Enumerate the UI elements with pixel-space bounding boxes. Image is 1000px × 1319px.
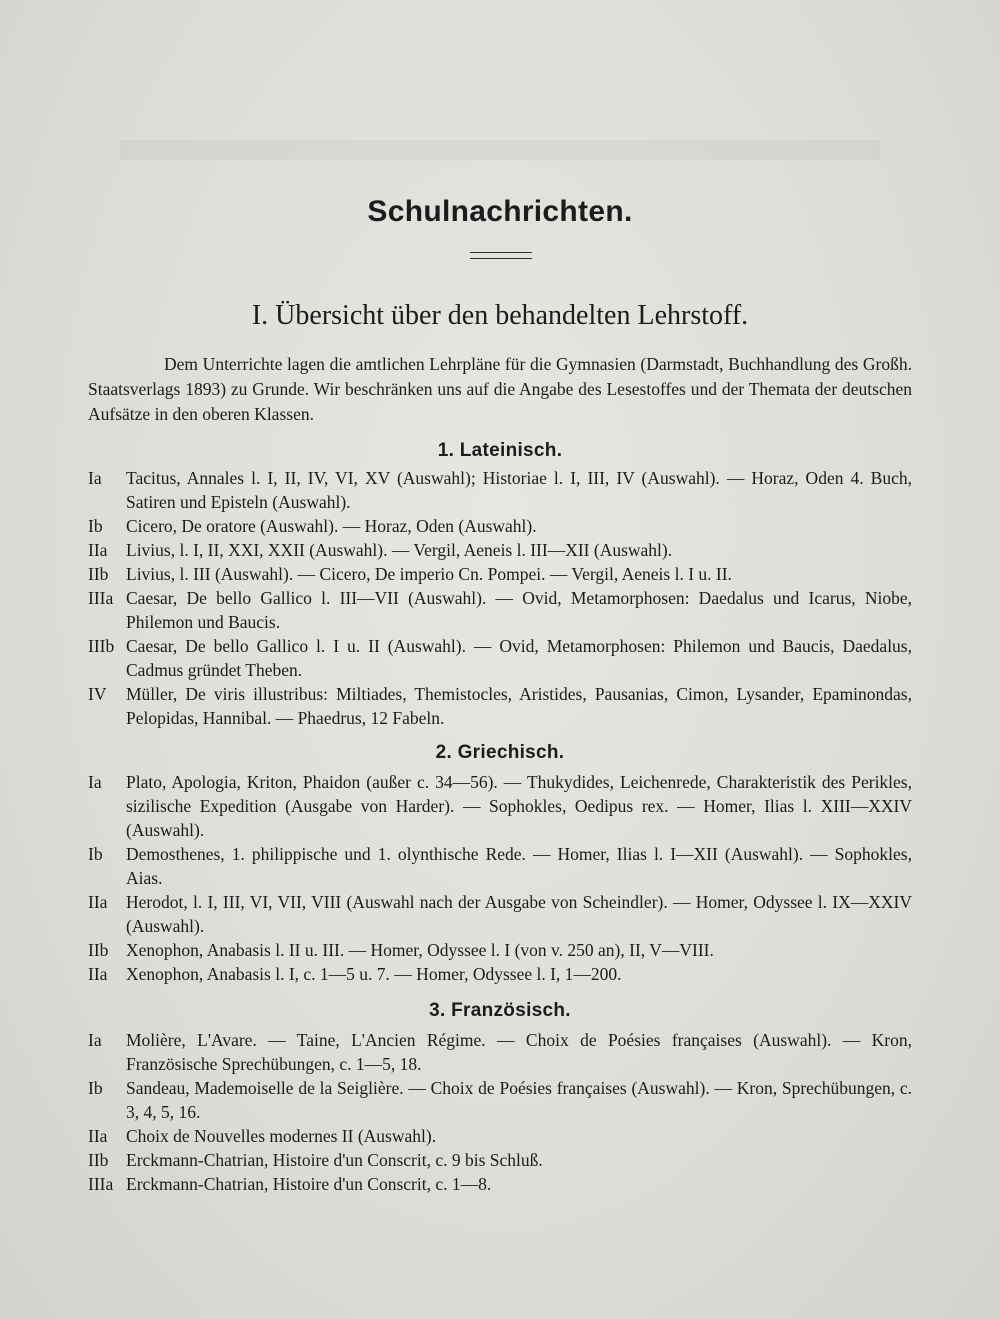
entry-text: Choix de Nouvelles modernes II (Auswahl). — [126, 1126, 437, 1146]
class-label: IIIa — [88, 588, 114, 608]
page-title: Schulnachrichten. — [367, 195, 633, 228]
entry-text: Erckmann-Chatrian, Histoire d'un Conscrit, c. 1—8. — [126, 1174, 492, 1194]
heading-latein: 1. Lateinisch. — [437, 440, 563, 461]
latein-entry — [88, 634, 912, 682]
griechisch-entry — [88, 962, 912, 986]
griechisch-entry — [88, 890, 912, 938]
class-label: IIb — [88, 940, 109, 960]
latein-list — [88, 466, 912, 730]
entry-text: Xenophon, Anabasis l. I, c. 1—5 u. 7. — Homer, Odyssee l. I, 1—200. — [126, 964, 622, 984]
latein-entry — [88, 682, 912, 730]
class-label: IIIa — [88, 1174, 114, 1194]
entry-text: Cicero, De oratore (Auswahl). — Horaz, Oden (Auswahl). — [126, 516, 537, 536]
entry-text: Tacitus, Annales l. I, II, IV, VI, XV (Auswahl); Historiae l. I, III, IV (Auswahl). — Horaz, Oden 4. Buch, Satiren und Episteln (Auswahl). — [126, 468, 912, 512]
class-label: Ia — [88, 772, 102, 792]
class-label: IIa — [88, 540, 108, 560]
entry-text: Erckmann-Chatrian, Histoire d'un Conscrit, c. 9 bis Schluß. — [126, 1150, 543, 1170]
latein-entry — [88, 538, 912, 562]
franzoesisch-entry — [88, 1172, 912, 1196]
class-label: IIa — [88, 1126, 108, 1146]
griechisch-entry — [88, 938, 912, 962]
intro-text: Dem Unterrichte lagen die amtlichen Lehrpläne für die Gymnasien (Darmstadt, Buchhandlung des Großh. Staatsverlags 1893) zu Grunde. Wir beschränken uns auf die Angabe des Lesestoffes und der Themata der deutschen Aufsätze in den oberen Klassen. — [88, 354, 912, 424]
entry-text: Livius, l. III (Auswahl). — Cicero, De imperio Cn. Pompei. — Vergil, Aeneis l. I u. II. — [126, 564, 732, 584]
class-label: Ib — [88, 844, 103, 864]
heading-griechisch: 2. Griechisch. — [435, 742, 565, 763]
class-label: IIa — [88, 964, 108, 984]
class-label: IIb — [88, 1150, 109, 1170]
entry-text: Caesar, De bello Gallico l. III—VII (Auswahl). — Ovid, Metamorphosen: Daedalus und Icarus, Niobe, Philemon und Baucis. — [126, 588, 912, 632]
section-title: I. Übersicht über den behandelten Lehrstoff. — [251, 300, 749, 331]
griechisch-entry — [88, 770, 912, 842]
franzoesisch-entry — [88, 1148, 912, 1172]
entry-text: Plato, Apologia, Kriton, Phaidon (außer c. 34—56). — Thukydides, Leichenrede, Charakteristik des Perikles, sizilische Expedition (Ausgabe von Harder). — Sophokles, Oedipus rex. — Homer, Ilias l. XIII—XXIV (Auswahl). — [126, 772, 912, 840]
entry-text: Demosthenes, 1. philippische und 1. olynthische Rede. — Homer, Ilias l. I—XII (Auswahl). — Sophokles, Aias. — [126, 844, 912, 888]
class-label: Ib — [88, 1078, 103, 1098]
latein-entry — [88, 514, 912, 538]
entry-text: Caesar, De bello Gallico l. I u. II (Auswahl). — Ovid, Metamorphosen: Philemon und Baucis, Daedalus, Cadmus gründet Theben. — [126, 636, 912, 680]
entry-text: Xenophon, Anabasis l. II u. III. — Homer, Odyssee l. I (von v. 250 an), II, V—VIII. — [126, 940, 714, 960]
franzoesisch-entry — [88, 1028, 912, 1076]
entry-text: Sandeau, Mademoiselle de la Seiglière. — Choix de Poésies françaises (Auswahl). — Kron, Sprechübungen, c. 3, 4, 5, 16. — [126, 1078, 912, 1122]
entry-text: Molière, L'Avare. — Taine, L'Ancien Régime. — Choix de Poésies françaises (Auswahl). — Kron, Französische Sprechübungen, c. 1—5, 18. — [126, 1030, 912, 1074]
class-label: Ib — [88, 516, 103, 536]
entry-text: Müller, De viris illustribus: Miltiades, Themistocles, Aristides, Pausanias, Cimon, Lysander, Epaminondas, Pelopidas, Hannibal. — Phaedrus, 12 Fabeln. — [126, 684, 912, 728]
intro-paragraph — [88, 352, 912, 427]
entry-text: Herodot, l. I, III, VI, VII, VIII (Auswahl nach der Ausgabe von Scheindler). — Homer, Odyssee l. IX—XXIV (Auswahl). — [126, 892, 912, 936]
class-label: IIIb — [88, 636, 115, 656]
class-label: IV — [88, 684, 107, 704]
griechisch-list — [88, 770, 912, 986]
latein-entry — [88, 466, 912, 514]
latein-entry — [88, 586, 912, 634]
latein-entry — [88, 562, 912, 586]
bleed-through-shadow — [120, 140, 880, 160]
class-label: Ia — [88, 1030, 102, 1050]
class-label: IIb — [88, 564, 109, 584]
franzoesisch-list — [88, 1028, 912, 1196]
heading-franzoesisch: 3. Französisch. — [429, 1000, 571, 1021]
griechisch-entry — [88, 842, 912, 890]
class-label: Ia — [88, 468, 102, 488]
class-label: IIa — [88, 892, 108, 912]
entry-text: Livius, l. I, II, XXI, XXII (Auswahl). — Vergil, Aeneis l. III—XII (Auswahl). — [126, 540, 673, 560]
franzoesisch-entry — [88, 1076, 912, 1124]
title-double-rule — [470, 252, 532, 259]
franzoesisch-entry — [88, 1124, 912, 1148]
